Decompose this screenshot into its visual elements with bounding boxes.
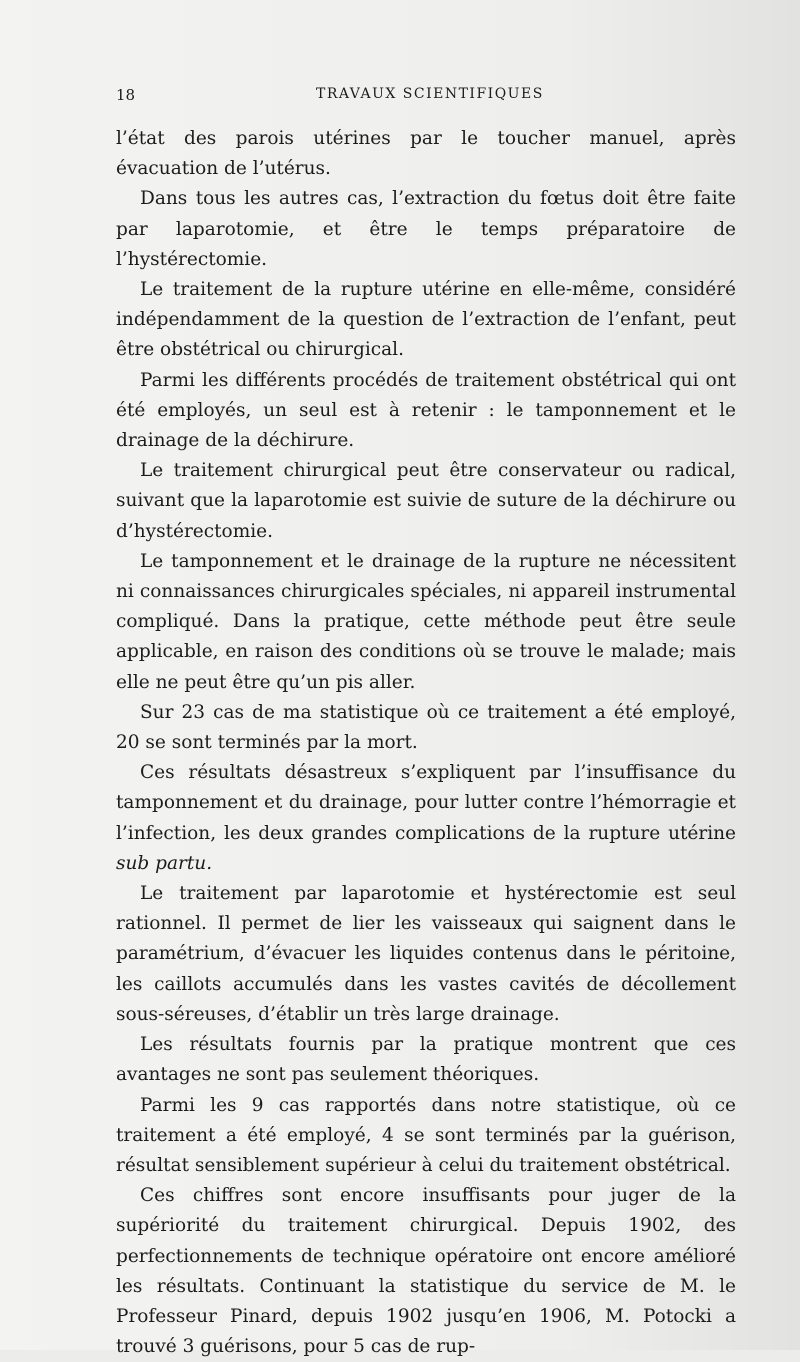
italic-phrase: sub partu.	[116, 852, 213, 874]
paragraph-text: Ces résultats désastreux s’expliquent par l’insuffisance du tamponnement et du drainage, pour lutter contre l’hémorragie et l’infection, les deux grandes complications de la rupture utérine	[116, 762, 736, 844]
paragraph: Le tamponnement et le drainage de la rupture ne nécessitent ni connaissances chirurgicales spéciales, ni appareil instrumental compliqué. Dans la pratique, cette méthode peut être seule applicable, en raison des conditions où se trouve le malade; mais elle ne peut être qu’un pis aller.	[116, 550, 736, 693]
paragraph: l’état des parois utérines par le toucher manuel, après évacuation de l’utérus.	[116, 128, 736, 180]
paragraph: Le traitement chirurgical peut être conservateur ou radical, suivant que la laparotomie est suivie de suture de la déchirure ou d’hystérectomie.	[116, 460, 736, 542]
page-header	[116, 86, 736, 110]
paragraph: Sur 23 cas de ma statistique où ce traitement a été employé, 20 se sont terminés par la mort.	[116, 701, 736, 754]
paragraph: Le traitement de la rupture utérine en elle-même, considéré indépendamment de la question de l’extraction de l’enfant, peut être obstétrical ou chirurgical.	[116, 279, 736, 361]
body-text	[116, 124, 736, 1362]
paragraph: Parmi les différents procédés de traitement obstétrical qui ont été employés, un seul est à retenir : le tamponnement et le drainage de la déchirure.	[116, 369, 736, 452]
paragraph: Les résultats fournis par la pratique montrent que ces avantages ne sont pas seulement théoriques.	[116, 1034, 736, 1086]
running-head: TRAVAUX SCIENTIFIQUES	[316, 86, 544, 102]
paragraph: Parmi les 9 cas rapportés dans notre statistique, où ce traitement a été employé, 4 se sont terminés par la guérison, résultat sensiblement supérieur à celui du traitement obstétrical.	[116, 1094, 736, 1176]
paragraph: Ces chiffres sont encore insuffisants pour juger de la supériorité du traitement chirurgical. Depuis 1902, des perfectionnements de technique opératoire ont encore amélioré les résultats. Continuant la statistique du service de M. le Professeur Pinard, depuis 1902 jusqu’en 1906, M. Potocki a trouvé 3 guérisons, pour 5 cas de rup-	[116, 1185, 736, 1358]
paragraph	[116, 758, 736, 879]
page-number: 18	[116, 86, 136, 104]
paragraph: Le traitement par laparotomie et hystérectomie est seul rationnel. Il permet de lier les vaisseaux qui saignent dans le paramétrium, d’évacuer les liquides contenus dans le péritoine, les caillots accumulés dans les vastes cavités de décollement sous-séreuses, d’établir un très large drainage.	[116, 883, 736, 1025]
paragraph: Dans tous les autres cas, l’extraction du fœtus doit être faite par laparotomie, et être le temps préparatoire de l’hystérectomie.	[116, 188, 736, 270]
